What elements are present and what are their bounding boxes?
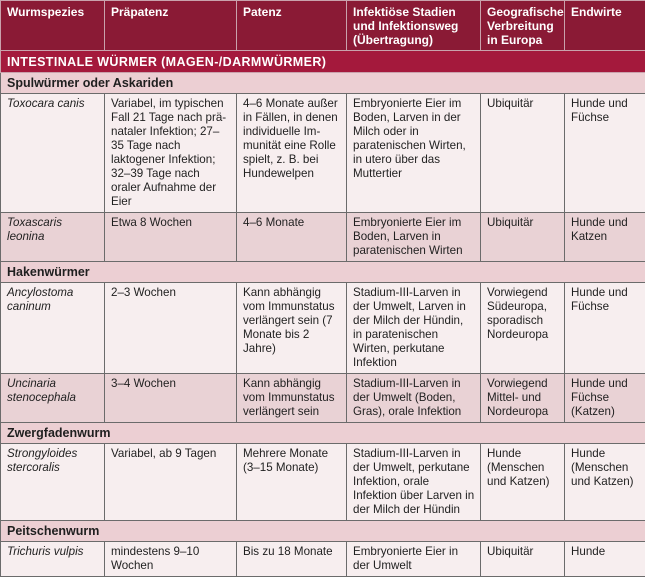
table-row — [1, 283, 645, 374]
infection-cell: Embryonierte Eier in der Umwelt — [347, 542, 481, 577]
group-title: Peitschenwurm — [1, 521, 645, 542]
header-row — [1, 1, 645, 51]
table-row — [1, 542, 645, 577]
hosts-cell: Hunde und Katzen — [565, 213, 645, 262]
patency-cell: Kann abhängig vom Immunstatus verlängert sein (7 Monate bis 2 Jahre) — [237, 283, 347, 374]
prepatency-cell: Variabel, im typischen Fall 21 Tage nach pränataler Infektion; 27–35 Tage nach laktogener Infektion; 32–39 Tage nach oraler Aufnahme der Eier — [105, 94, 237, 213]
header-prepatency: Präpatenz — [105, 1, 237, 51]
table-row — [1, 374, 645, 423]
infection-cell: Embryonierte Eier im Boden, Larven in der Milch oder in paratenischen Wirten, in utero über das Muttertier — [347, 94, 481, 213]
header-hosts: Endwirte — [565, 1, 645, 51]
patency-cell: Kann abhängig vom Immunstatus verlängert sein — [237, 374, 347, 423]
species-cell: Ancylostoma caninum — [1, 283, 105, 374]
species-cell: Toxascaris leonina — [1, 213, 105, 262]
distribution-cell: Ubiquitär — [481, 542, 565, 577]
group-row — [1, 262, 645, 283]
group-row — [1, 73, 645, 94]
distribution-cell: Ubiquitär — [481, 213, 565, 262]
infection-cell: Stadium-III-Larven in der Umwelt (Boden, Gras), orale Infektion — [347, 374, 481, 423]
distribution-cell: Hunde (Menschen und Katzen) — [481, 444, 565, 521]
patency-cell: 4–6 Monate — [237, 213, 347, 262]
table-row — [1, 444, 645, 521]
group-title: Spulwürmer oder Askariden — [1, 73, 645, 94]
header-species: Wurmspezies — [1, 1, 105, 51]
header-infection: Infektiöse Stadien und Infektionsweg (Übertragung) — [347, 1, 481, 51]
distribution-cell: Vorwiegend Südeuropa, sporadisch Nordeuropa — [481, 283, 565, 374]
hosts-cell: Hunde und Füchse — [565, 283, 645, 374]
species-cell: Toxocara canis — [1, 94, 105, 213]
hosts-cell: Hunde und Füchse — [565, 94, 645, 213]
hosts-cell: Hunde — [565, 542, 645, 577]
prepatency-cell: mindestens 9–10 Wochen — [105, 542, 237, 577]
group-title: Hakenwürmer — [1, 262, 645, 283]
species-cell: Uncinaria stenocephala — [1, 374, 105, 423]
infection-cell: Embryonierte Eier im Boden, Larven in paratenischen Wirten — [347, 213, 481, 262]
patency-cell: Mehrere Monate (3–15 Monate) — [237, 444, 347, 521]
prepatency-cell: Etwa 8 Wochen — [105, 213, 237, 262]
species-cell: Trichuris vulpis — [1, 542, 105, 577]
group-row — [1, 423, 645, 444]
distribution-cell: Vorwiegend Mittel- und Nordeuropa — [481, 374, 565, 423]
patency-cell: 4–6 Monate außer in Fällen, in denen individuelle Immunität eine Rolle spielt, z. B. bei Hundewelpen — [237, 94, 347, 213]
infection-cell: Stadium-III-Larven in der Umwelt, Larven in der Milch der Hündin, in paratenischen Wirten, perkutane Infektion — [347, 283, 481, 374]
hosts-cell: Hunde (Menschen und Katzen) — [565, 444, 645, 521]
table-row — [1, 94, 645, 213]
header-distribution: Geografische Verbreitung in Europa — [481, 1, 565, 51]
section-title: INTESTINALE WÜRMER (MAGEN-/DARMWÜRMER) — [1, 51, 645, 73]
group-row — [1, 521, 645, 542]
hosts-cell: Hunde und Füchse (Katzen) — [565, 374, 645, 423]
group-title: Zwergfadenwurm — [1, 423, 645, 444]
patency-cell: Bis zu 18 Monate — [237, 542, 347, 577]
prepatency-cell: 3–4 Wochen — [105, 374, 237, 423]
infection-cell: Stadium-III-Larven in der Umwelt, perkutane Infektion, orale Infektion über Larven in der Milch der Hündin — [347, 444, 481, 521]
table-row — [1, 213, 645, 262]
prepatency-cell: 2–3 Wochen — [105, 283, 237, 374]
header-patency: Patenz — [237, 1, 347, 51]
prepatency-cell: Variabel, ab 9 Tagen — [105, 444, 237, 521]
species-cell: Strongyloides stercoralis — [1, 444, 105, 521]
section-row — [1, 51, 645, 73]
distribution-cell: Ubiquitär — [481, 94, 565, 213]
